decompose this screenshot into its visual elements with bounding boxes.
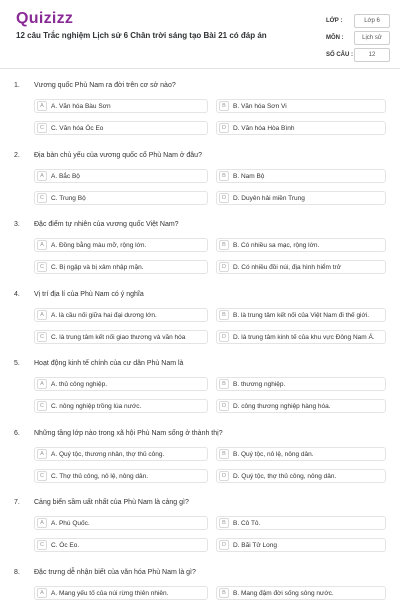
answer-option-c[interactable] [34, 121, 208, 135]
question-header [0, 79, 400, 91]
question-header [0, 149, 400, 161]
option-text: C. Văn hóa Óc Eo [51, 124, 104, 132]
question-header [0, 218, 400, 230]
question-header [0, 288, 400, 300]
option-letter-box: B [219, 379, 229, 389]
option-text: A. Văn hóa Bàu Sơn [51, 102, 111, 110]
option-letter-box: A [37, 101, 47, 111]
option-letter-box: B [219, 240, 229, 250]
meta-label: SỐ CÂU : [326, 52, 353, 58]
question-block [0, 218, 400, 271]
worksheet-header [0, 0, 400, 68]
meta-value: Lớp 6 [354, 14, 390, 28]
question-text: Đặc trưng dễ nhận biết của văn hóa Phù Nam là gì? [34, 568, 196, 576]
meta-label: MÔN : [326, 35, 344, 41]
logo-text: Quizizz [16, 10, 74, 27]
option-letter-box: D [219, 332, 229, 342]
meta-row-count [326, 48, 390, 62]
question-block [0, 357, 400, 410]
answer-option-a[interactable] [34, 238, 208, 252]
meta-row-subject [326, 31, 390, 45]
option-text: C. Trung Bộ [51, 194, 86, 202]
option-letter-box: D [219, 193, 229, 203]
question-header [0, 566, 400, 578]
option-letter-box: A [37, 240, 47, 250]
option-letter-box: C [37, 401, 47, 411]
option-letter-box: D [219, 262, 229, 272]
option-letter-box: B [219, 101, 229, 111]
meta-value: Lịch sử [354, 31, 390, 45]
question-block [0, 566, 400, 597]
answer-option-a[interactable] [34, 169, 208, 183]
question-text: Địa bàn chủ yếu của vương quốc cổ Phù Nam ở đâu? [34, 151, 202, 159]
option-letter-box: D [219, 123, 229, 133]
option-text: A. Bắc Bộ [51, 172, 80, 180]
question-number: 3. [14, 220, 20, 228]
question-text: Cảng biển sầm uất nhất của Phù Nam là cảng gì? [34, 498, 189, 506]
question-block [0, 427, 400, 480]
answer-option-c[interactable] [34, 538, 208, 552]
answer-option-b[interactable] [216, 447, 386, 461]
option-text: B. Mang đậm đời sống sông nước. [233, 589, 334, 597]
answer-option-b[interactable] [216, 516, 386, 530]
meta-row-grade [326, 14, 390, 28]
option-letter-box: C [37, 540, 47, 550]
option-letter-box: C [37, 332, 47, 342]
answer-option-d[interactable] [216, 260, 386, 274]
question-block [0, 288, 400, 341]
option-text: B. Nam Bộ [233, 172, 265, 180]
option-letter-box: B [219, 310, 229, 320]
question-block [0, 149, 400, 202]
option-text: A. Quý tộc, thương nhân, thợ thủ công. [51, 450, 165, 458]
answer-option-d[interactable] [216, 191, 386, 205]
question-number: 2. [14, 151, 20, 159]
answer-option-d[interactable] [216, 469, 386, 483]
option-text: C. Thợ thủ công, nô lệ, nông dân. [51, 472, 149, 480]
question-header [0, 357, 400, 369]
answer-option-b[interactable] [216, 169, 386, 183]
option-letter-box: C [37, 262, 47, 272]
option-text: B. là trung tâm kết nối của Việt Nam đi thế giới. [233, 311, 370, 319]
answer-option-a[interactable] [34, 99, 208, 113]
option-text: A. Mang yếu tố của núi rừng thiên nhiên. [51, 589, 169, 597]
answer-option-c[interactable] [34, 191, 208, 205]
option-letter-box: B [219, 449, 229, 459]
option-letter-box: A [37, 518, 47, 528]
option-letter-box: B [219, 518, 229, 528]
option-text: D. Bãi Tử Long [233, 541, 277, 549]
option-text: C. là trung tâm kết nối giao thương và văn hóa [51, 333, 186, 341]
answer-option-c[interactable] [34, 330, 208, 344]
question-block [0, 496, 400, 549]
option-text: D. công thương nghiệp hàng hóa. [233, 402, 331, 410]
option-text: A. Đồng bằng màu mỡ, rộng lớn. [51, 241, 147, 249]
option-text: B. Quý tộc, nô lệ, nông dân. [233, 450, 314, 458]
question-text: Đặc điểm tự nhiên của vương quốc Việt Nam? [34, 220, 179, 228]
answer-option-d[interactable] [216, 330, 386, 344]
page-title: 12 câu Trắc nghiệm Lịch sử 6 Chân trời sáng tạo Bài 21 có đáp án [16, 31, 267, 40]
question-number: 6. [14, 429, 20, 437]
question-text: Những tầng lớp nào trong xã hội Phù Nam sống ở thành thị? [34, 429, 223, 437]
option-text: D. Duyên hải miền Trung [233, 194, 305, 202]
answer-option-a[interactable] [34, 377, 208, 391]
option-text: D. Quý tộc, thợ thủ công, nông dân. [233, 472, 337, 480]
option-letter-box: A [37, 449, 47, 459]
question-number: 7. [14, 498, 20, 506]
option-text: A. là cầu nối giữa hai đại dương lớn. [51, 311, 157, 319]
option-letter-box: C [37, 123, 47, 133]
option-letter-box: A [37, 588, 47, 598]
option-letter-box: A [37, 379, 47, 389]
option-text: D. là trung tâm kinh tế của khu vực Đông Nam Á. [233, 333, 375, 341]
question-text: Vương quốc Phù Nam ra đời trên cơ sở nào? [34, 81, 176, 89]
question-number: 8. [14, 568, 20, 576]
answer-option-b[interactable] [216, 586, 386, 600]
option-letter-box: A [37, 171, 47, 181]
option-text: D. Có nhiều đồi núi, địa hình hiểm trở [233, 263, 341, 271]
answer-option-d[interactable] [216, 399, 386, 413]
answer-option-c[interactable] [34, 469, 208, 483]
option-letter-box: B [219, 171, 229, 181]
option-letter-box: C [37, 471, 47, 481]
answer-option-a[interactable] [34, 586, 208, 600]
question-text: Hoạt động kinh tế chính của cư dân Phù Nam là [34, 359, 184, 367]
meta-value: 12 [354, 48, 390, 62]
answer-option-a[interactable] [34, 447, 208, 461]
option-letter-box: B [219, 588, 229, 598]
question-block [0, 79, 400, 132]
answer-option-b[interactable] [216, 308, 386, 322]
option-letter-box: D [219, 471, 229, 481]
option-letter-box: C [37, 193, 47, 203]
meta-label: LỚP : [326, 18, 343, 24]
question-number: 4. [14, 290, 20, 298]
option-text: D. Văn hóa Hòa Bình [233, 124, 295, 132]
answer-option-d[interactable] [216, 121, 386, 135]
question-header [0, 427, 400, 439]
option-letter-box: D [219, 540, 229, 550]
option-text: B. Có nhiều sa mạc, rộng lớn. [233, 241, 320, 249]
option-text: C. Óc Eo. [51, 541, 80, 549]
option-text: B. Văn hóa Sơn Vi [233, 102, 287, 110]
question-number: 5. [14, 359, 20, 367]
option-letter-box: D [219, 401, 229, 411]
header-divider [0, 68, 400, 69]
question-number: 1. [14, 81, 20, 89]
quizizz-logo [16, 10, 73, 28]
option-letter-box: A [37, 310, 47, 320]
answer-option-a[interactable] [34, 308, 208, 322]
option-text: C. nông nghiệp trồng lúa nước. [51, 402, 142, 410]
option-text: A. Phú Quốc. [51, 519, 90, 527]
question-header [0, 496, 400, 508]
answer-option-c[interactable] [34, 399, 208, 413]
option-text: A. thủ công nghiệp. [51, 380, 108, 388]
answer-option-a[interactable] [34, 516, 208, 530]
option-text: B. Cô Tô. [233, 519, 261, 527]
question-text: Vị trí địa lí của Phù Nam có ý nghĩa [34, 290, 144, 298]
answer-option-d[interactable] [216, 538, 386, 552]
option-text: B. thương nghiệp. [233, 380, 286, 388]
answer-option-c[interactable] [34, 260, 208, 274]
answer-option-b[interactable] [216, 99, 386, 113]
worksheet-meta [326, 14, 390, 65]
option-text: C. Bị ngập và bị xâm nhập mặn. [51, 263, 144, 271]
answer-option-b[interactable] [216, 238, 386, 252]
answer-option-b[interactable] [216, 377, 386, 391]
